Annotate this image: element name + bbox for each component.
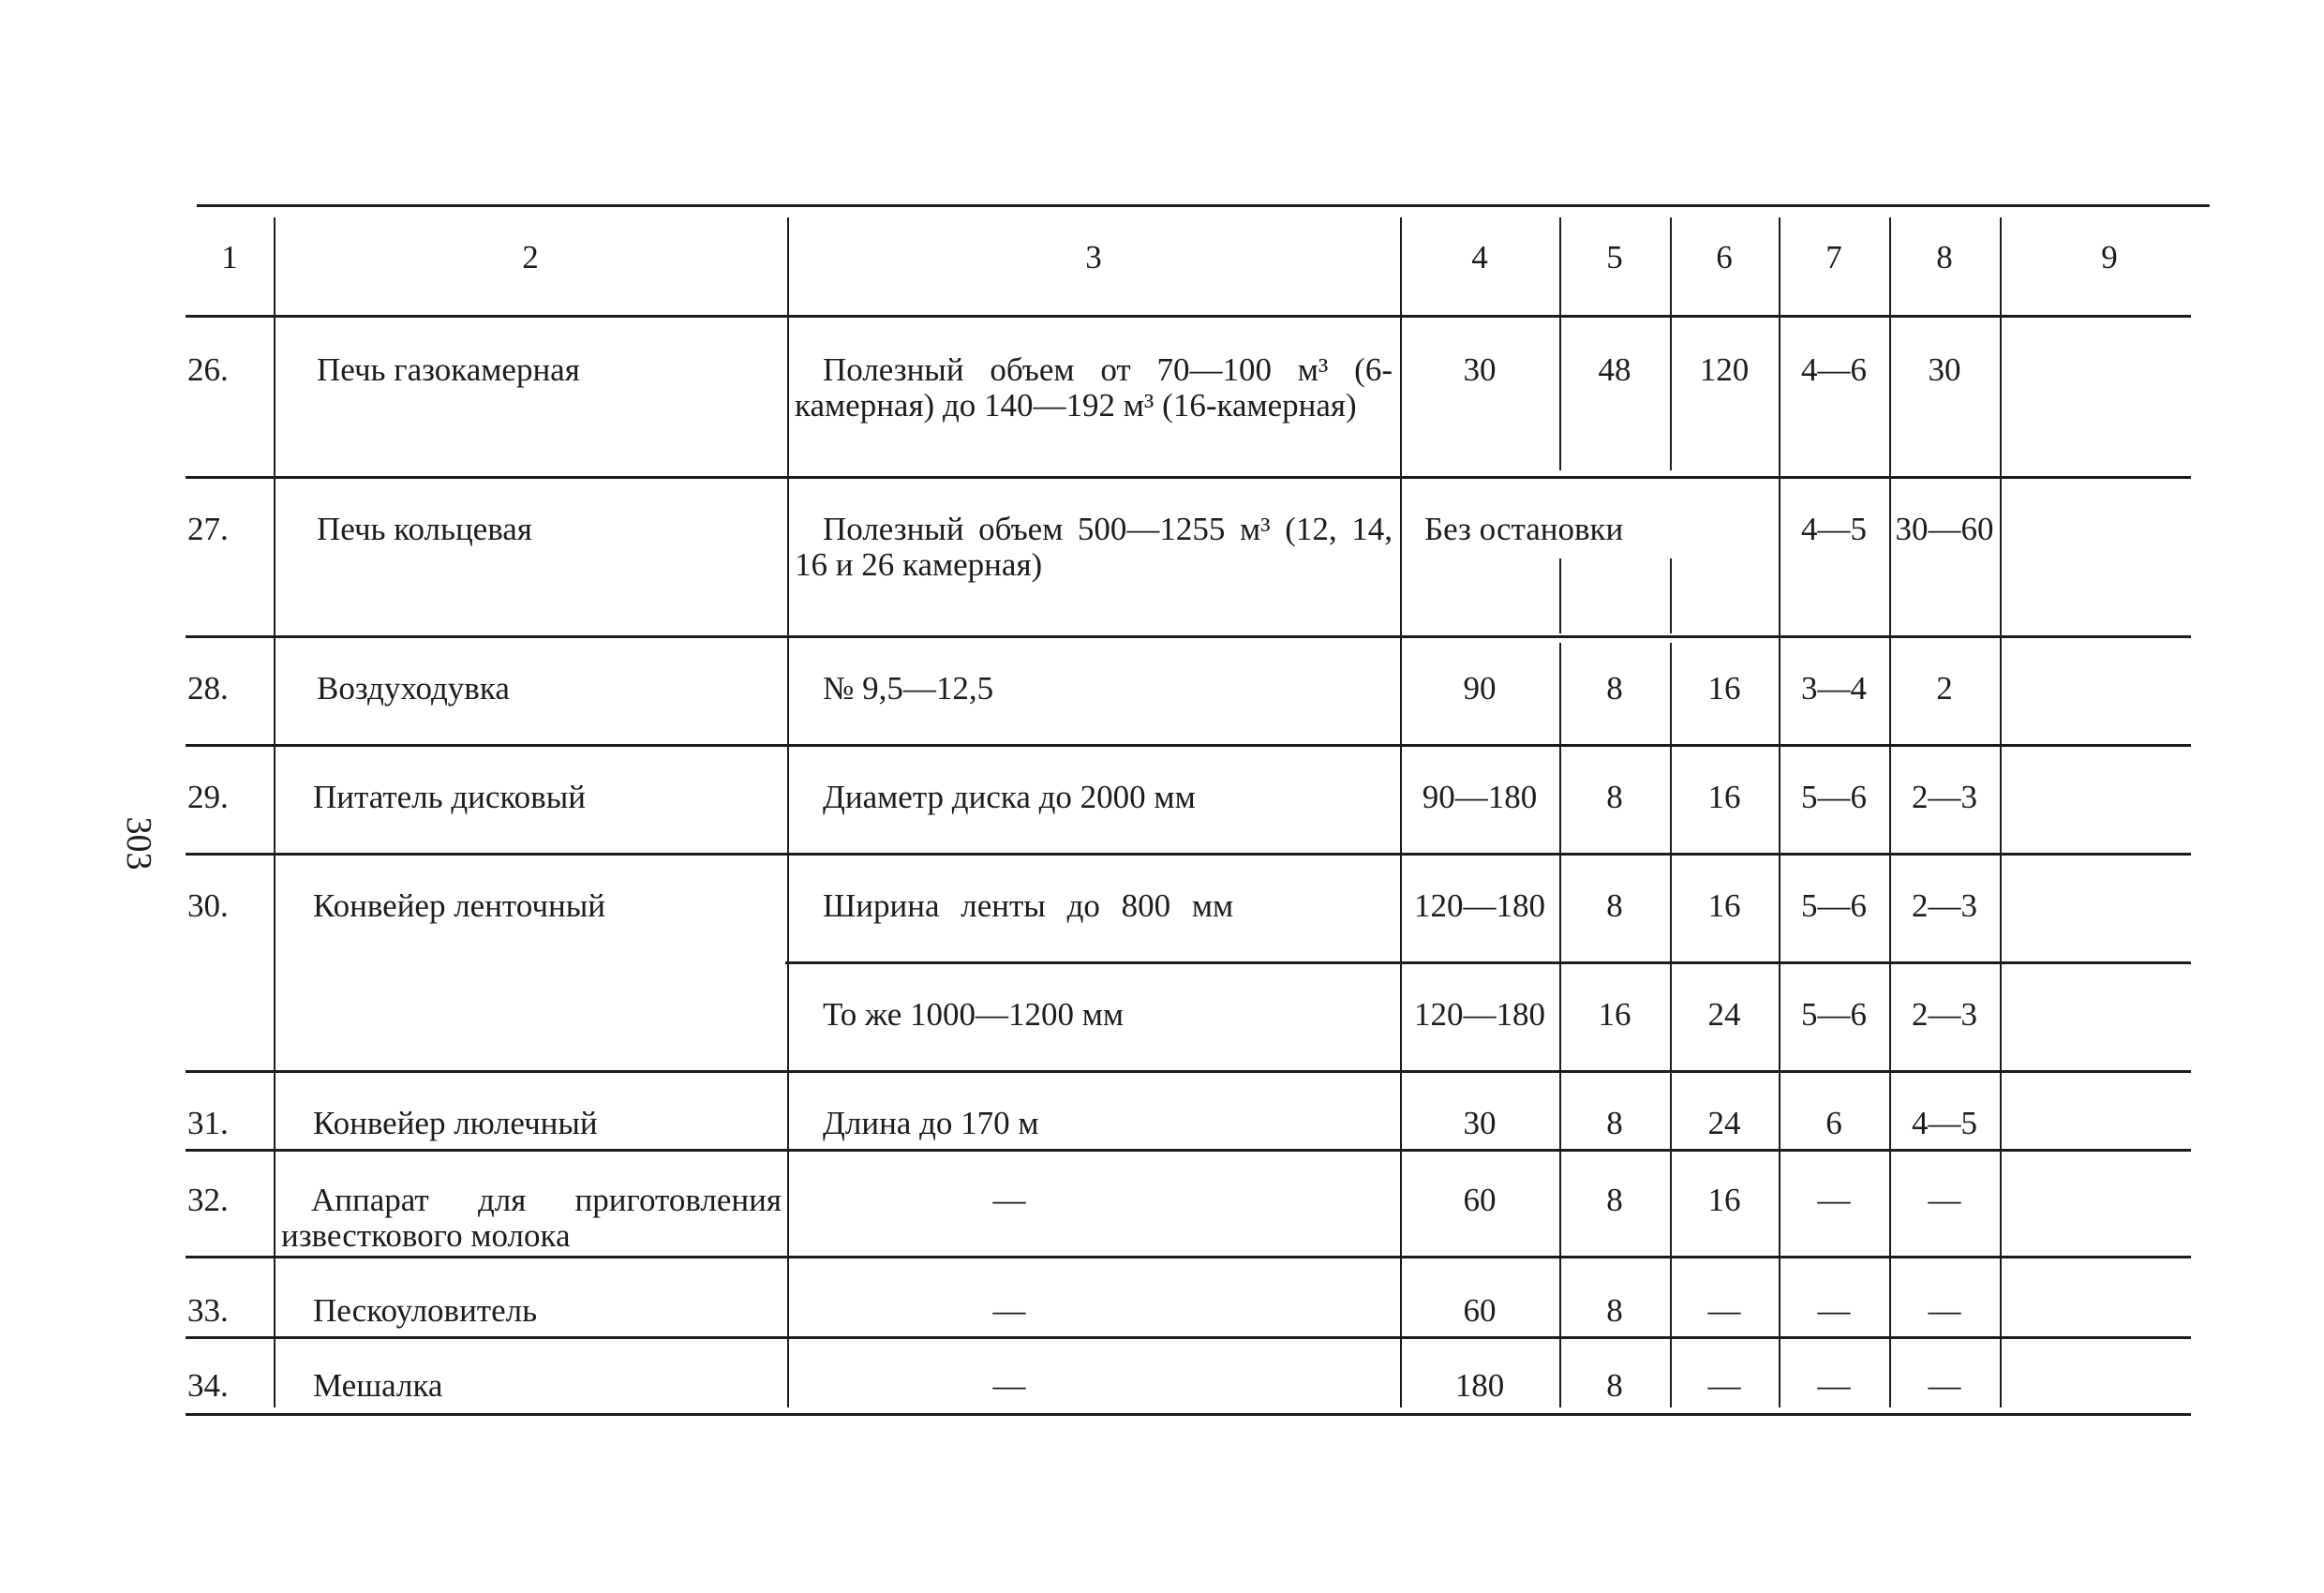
col4-value: 60 (1463, 1292, 1497, 1329)
row-number: 32. (187, 1182, 229, 1218)
header-cell: 3 (1085, 239, 1102, 275)
header-cell: 8 (1936, 239, 1953, 275)
row-number: 30. (187, 887, 229, 924)
col7-value: 6 (1825, 1105, 1842, 1141)
col5-value: 8 (1606, 1182, 1623, 1218)
row-number: 29. (187, 779, 229, 815)
equipment-spec: — (992, 1182, 1026, 1218)
col7-value: — (1817, 1367, 1851, 1404)
row-number: 28. (187, 670, 229, 707)
col4-value: 90 (1463, 670, 1497, 707)
col4-value: 120—180 (1414, 996, 1545, 1033)
col7-value: 4—6 (1801, 351, 1867, 388)
col4-value: 90—180 (1422, 779, 1538, 815)
col8-value: 2 (1936, 670, 1953, 707)
col7-value: 5—6 (1801, 887, 1867, 924)
col8-value: — (1928, 1367, 1961, 1404)
table-rule (186, 1413, 2191, 1416)
col6-value: 16 (1707, 779, 1741, 815)
header-cell: 4 (1471, 239, 1488, 275)
equipment-spec: Длина до 170 м (823, 1105, 1039, 1141)
col4-value: 30 (1463, 1105, 1497, 1141)
col6-value: 16 (1707, 670, 1741, 707)
page-number: 303 (119, 816, 158, 871)
equipment-name: Печь газокамерная (317, 351, 580, 388)
row-number: 33. (187, 1292, 229, 1329)
no-stop-note: Без остановки (1424, 511, 1624, 547)
header-cell: 9 (2101, 239, 2118, 275)
column-divider (2000, 217, 2002, 1407)
column-divider (787, 217, 789, 1407)
col8-value: 30—60 (1895, 511, 1994, 547)
equipment-spec: № 9,5—12,5 (823, 670, 994, 707)
col5-value: 48 (1598, 351, 1631, 388)
column-divider (1670, 558, 1672, 633)
equipment-name: Конвейер люлечный (313, 1105, 598, 1141)
equipment-spec: — (992, 1292, 1026, 1329)
equipment-name: Питатель дисковый (313, 779, 586, 815)
equipment-spec: — (992, 1367, 1026, 1404)
column-divider (1559, 558, 1561, 633)
col7-value: 4—5 (1801, 511, 1867, 547)
equipment-spec: Ширина ленты до 800 мм (823, 887, 1234, 924)
header-cell: 6 (1716, 239, 1733, 275)
column-divider (274, 217, 276, 1407)
equipment-name: Воздуходувка (317, 670, 510, 707)
col8-value: — (1928, 1182, 1961, 1218)
row-number: 27. (187, 511, 229, 547)
col8-value: 2—3 (1912, 779, 1977, 815)
col7-value: 3—4 (1801, 670, 1867, 707)
col8-value: 4—5 (1912, 1105, 1977, 1141)
col5-value: 8 (1606, 1105, 1623, 1141)
col5-value: 16 (1598, 996, 1631, 1033)
header-cell: 2 (522, 239, 539, 275)
header-cell: 7 (1825, 239, 1842, 275)
col8-value: 30 (1928, 351, 1961, 388)
col5-value: 8 (1606, 670, 1623, 707)
col8-value: 2—3 (1912, 996, 1977, 1033)
header-cell: 5 (1606, 239, 1623, 275)
col4-value: 30 (1463, 351, 1497, 388)
col6-value: 16 (1707, 887, 1741, 924)
col4-value: 60 (1463, 1182, 1497, 1218)
equipment-name: Пескоуловитель (313, 1292, 538, 1329)
col8-value: 2—3 (1912, 887, 1977, 924)
equipment-spec: Полезный объем от 70—100 м³ (6-камерная) до 140—192 м³ (16-камерная) (795, 351, 1393, 424)
col5-value: 8 (1606, 1292, 1623, 1329)
equipment-spec: То же 1000—1200 мм (823, 996, 1125, 1033)
col6-value: 16 (1707, 1182, 1741, 1218)
col7-value: — (1817, 1182, 1851, 1218)
col6-value: 24 (1707, 996, 1741, 1033)
header-cell: 1 (221, 239, 238, 275)
col5-value: 8 (1606, 887, 1623, 924)
col4-value: 120—180 (1414, 887, 1545, 924)
row-number: 34. (187, 1367, 229, 1404)
equipment-name: Аппарат для приготовления известкового молока (281, 1182, 782, 1254)
col5-value: 8 (1606, 1367, 1623, 1404)
table-rule (785, 961, 2191, 964)
col7-value: 5—6 (1801, 996, 1867, 1033)
equipment-name: Печь кольцевая (317, 511, 532, 547)
equipment-spec: Диаметр диска до 2000 мм (823, 779, 1196, 815)
equipment-spec: Полезный объем 500—1255 м³ (12, 14, 16 и 26 камерная) (795, 511, 1393, 583)
col8-value: — (1928, 1292, 1961, 1329)
col7-value: — (1817, 1292, 1851, 1329)
col7-value: 5—6 (1801, 779, 1867, 815)
row-number: 26. (187, 351, 229, 388)
col4-value: 180 (1454, 1367, 1505, 1404)
col6-value: — (1707, 1367, 1741, 1404)
equipment-name: Мешалка (313, 1367, 443, 1404)
col5-value: 8 (1606, 779, 1623, 815)
col6-value: 120 (1699, 351, 1750, 388)
table-rule (197, 204, 2210, 207)
equipment-name: Конвейер ленточный (313, 887, 605, 924)
col6-value: 24 (1707, 1105, 1741, 1141)
col6-value: — (1707, 1292, 1741, 1329)
row-number: 31. (187, 1105, 229, 1141)
